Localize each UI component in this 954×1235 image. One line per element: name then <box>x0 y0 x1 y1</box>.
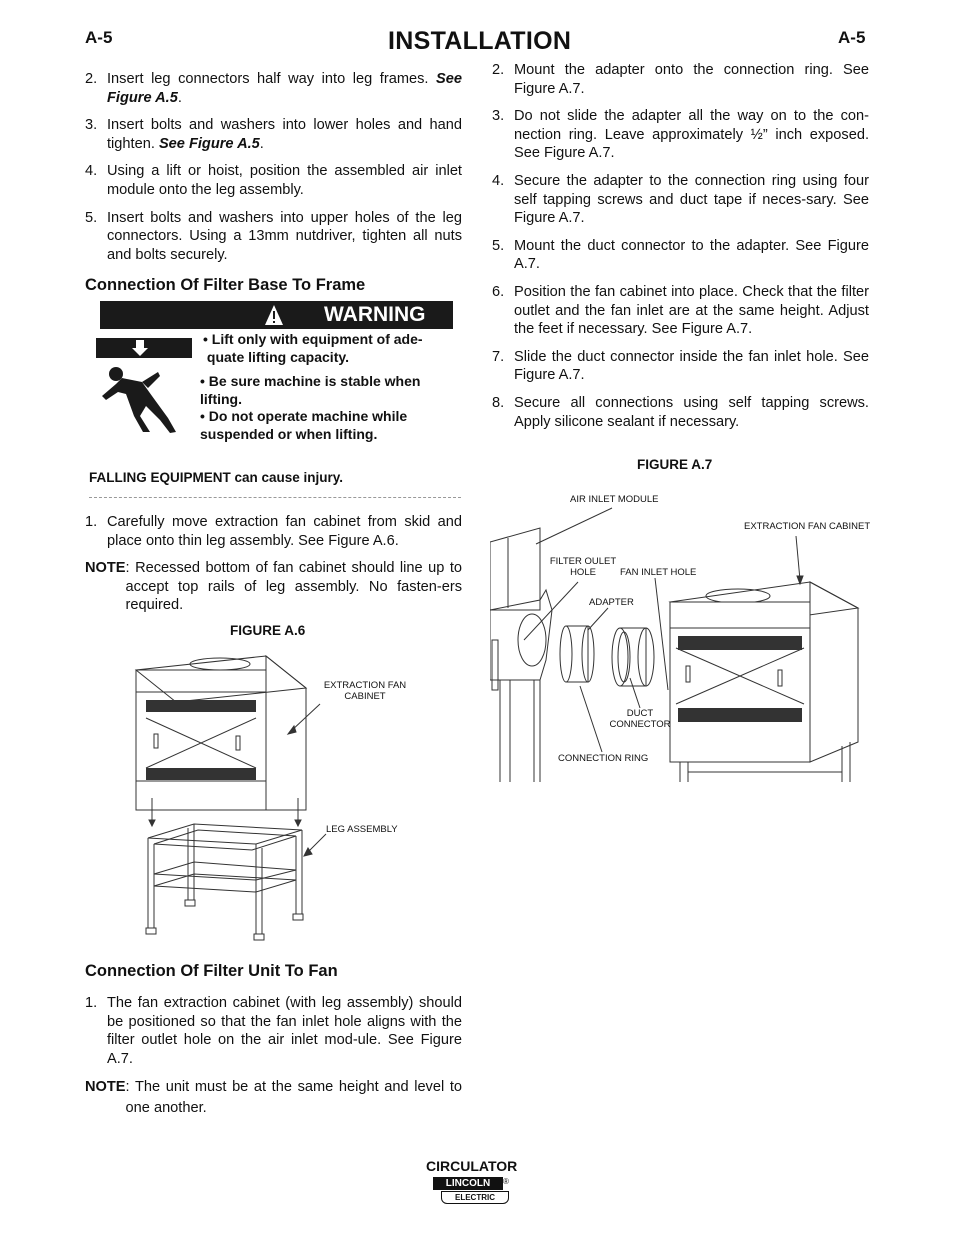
warning-bullet: • Lift only with equipment of ade- quate lifting capacity. <box>203 331 423 365</box>
list-item <box>492 172 869 228</box>
label-line: FILTER OULET <box>549 556 617 567</box>
label-filter-outlet-hole <box>548 556 618 578</box>
page-number-right: A-5 <box>838 28 866 47</box>
logo-top: LINCOLN <box>433 1177 503 1190</box>
list-item <box>85 116 462 153</box>
step-text: Mount the duct connector to the adapter. See Figure A.7. <box>514 237 869 273</box>
label-duct-connector <box>608 708 672 730</box>
step-text: Position the fan cabinet into place. Check that the filter outlet and the fan inlet are at the same height. Adjust the feet if necessary. See Figure A.7. <box>514 283 869 338</box>
label-adapter: ADAPTER <box>589 597 634 608</box>
list-item <box>492 61 869 98</box>
lincoln-electric-logo <box>433 1177 509 1205</box>
label-line: DUCT <box>626 708 654 719</box>
list-item <box>85 209 462 265</box>
label-extraction-fan-cabinet: EXTRACTION FAN CABINET <box>744 521 871 532</box>
note-label: NOTE <box>85 560 126 577</box>
step-text: Using a lift or hoist, position the assembled air inlet module onto the leg assembly. <box>107 163 462 198</box>
label-connection-ring: CONNECTION RING <box>558 753 649 764</box>
step-number: 3. <box>85 117 98 134</box>
step-text: The fan extraction cabinet (with leg assembly) should be positioned so that the fan inlet hole aligns with the filter outlet hole on the air inlet mod-ule. See Figure A.7. <box>107 995 462 1067</box>
step-number: 3. <box>492 108 505 125</box>
step-text: Insert bolts and washers into upper holes of the leg connectors. Using a 13mm nutdriver, tighten all nuts and bolts securely. <box>107 209 462 263</box>
figure-a6-caption: FIGURE A.6 <box>230 623 306 638</box>
step-text: Slide the duct connector inside the fan inlet hole. See Figure A.7. <box>514 348 869 384</box>
step-text: Carefully move extraction fan cabinet from skid and place onto thin leg assembly. See Figure A.6. <box>107 514 462 549</box>
logo-mark: ® <box>503 1177 509 1186</box>
list-item <box>492 237 869 274</box>
step-text: Secure all connections using self tapping screws. Apply silicone sealant if necessary. <box>514 394 869 430</box>
step-number: 2. <box>85 71 98 87</box>
figure-a7-caption: FIGURE A.7 <box>637 457 713 472</box>
label-line: CABINET <box>344 691 386 702</box>
label-line: EXTRACTION FAN <box>323 680 407 691</box>
step-number: 1. <box>85 514 98 530</box>
step-text: Insert leg connectors half way into leg frames. <box>107 71 437 87</box>
figure-reference: See Figure A.5 <box>158 135 260 152</box>
note-label: NOTE <box>85 1079 126 1096</box>
footer-product-name: CIRCULATOR <box>426 1158 518 1174</box>
step-end: . <box>177 89 182 106</box>
left-steps-top <box>85 70 462 273</box>
list-item <box>492 394 869 431</box>
page-title: INSTALLATION <box>388 27 572 55</box>
step-number: 7. <box>492 348 505 365</box>
step-number: 4. <box>492 172 505 189</box>
step-number: 5. <box>492 237 505 254</box>
warning-bullet: • Be sure machine is stable when lifting. <box>200 373 421 407</box>
list-item <box>85 513 462 550</box>
list-item <box>492 283 869 339</box>
note <box>85 559 462 615</box>
step-text: Do not slide the adapter all the way on to the con-nection ring. Leave approximately ½” inch exposed. See Figure A.7. <box>514 108 869 162</box>
label-fan-inlet-hole: FAN INLET HOLE <box>620 567 697 578</box>
step-number: 2. <box>492 62 505 78</box>
step-text: Secure the adapter to the connection ring using four self tapping screws and duct tape if neces-sary. See Figure A.7. <box>514 172 869 227</box>
label-line: HOLE <box>570 567 596 578</box>
list-item <box>85 994 462 1068</box>
warning-caption: FALLING EQUIPMENT can cause injury. <box>89 470 344 485</box>
section-heading-filter-base: Connection Of Filter Base To Frame <box>85 276 366 294</box>
step-number: 4. <box>85 163 98 180</box>
logo-bottom: ELECTRIC <box>441 1191 509 1204</box>
list-item <box>492 348 869 385</box>
falling-person-icon <box>96 336 196 436</box>
label-air-inlet-module: AIR INLET MODULE <box>570 494 659 505</box>
step-end: . <box>259 135 264 152</box>
warning-triangle-icon <box>264 304 284 326</box>
step-number: 1. <box>85 995 98 1011</box>
list-item <box>85 162 462 199</box>
step-text: Mount the adapter onto the connection ring. See Figure A.7. <box>514 62 869 97</box>
list-item <box>492 107 869 163</box>
step-number: 6. <box>492 283 505 300</box>
note <box>85 1077 462 1119</box>
figure-reference: See Figure A.5 <box>107 71 462 106</box>
right-steps <box>492 61 869 440</box>
left-steps-bottom <box>85 994 462 1119</box>
left-steps-mid <box>85 513 462 615</box>
step-number: 5. <box>85 209 98 226</box>
figure-a7-drawing <box>490 490 870 785</box>
note-text: : The unit must be at the same height and level to one another. <box>125 1079 462 1117</box>
list-item <box>85 70 462 107</box>
section-heading-filter-unit: Connection Of Filter Unit To Fan <box>85 962 338 980</box>
label-line: CONNECTOR <box>609 719 671 730</box>
label-leg-assembly: LEG ASSEMBLY <box>326 824 398 835</box>
warning-bullet: • Do not operate machine while suspended or when lifting. <box>200 408 408 442</box>
page-number-left: A-5 <box>85 28 113 47</box>
divider <box>89 497 461 498</box>
warning-banner <box>100 301 453 329</box>
label-extraction-fan-cabinet <box>315 680 415 702</box>
step-number: 8. <box>492 394 505 411</box>
note-text: : Recessed bottom of fan cabinet should line up to accept top rails of leg assembly. No fasten-ers required. <box>125 560 462 614</box>
warning-label: WARNING <box>324 303 426 326</box>
step-text: Insert bolts and washers into lower holes and hand tighten. <box>107 117 462 152</box>
